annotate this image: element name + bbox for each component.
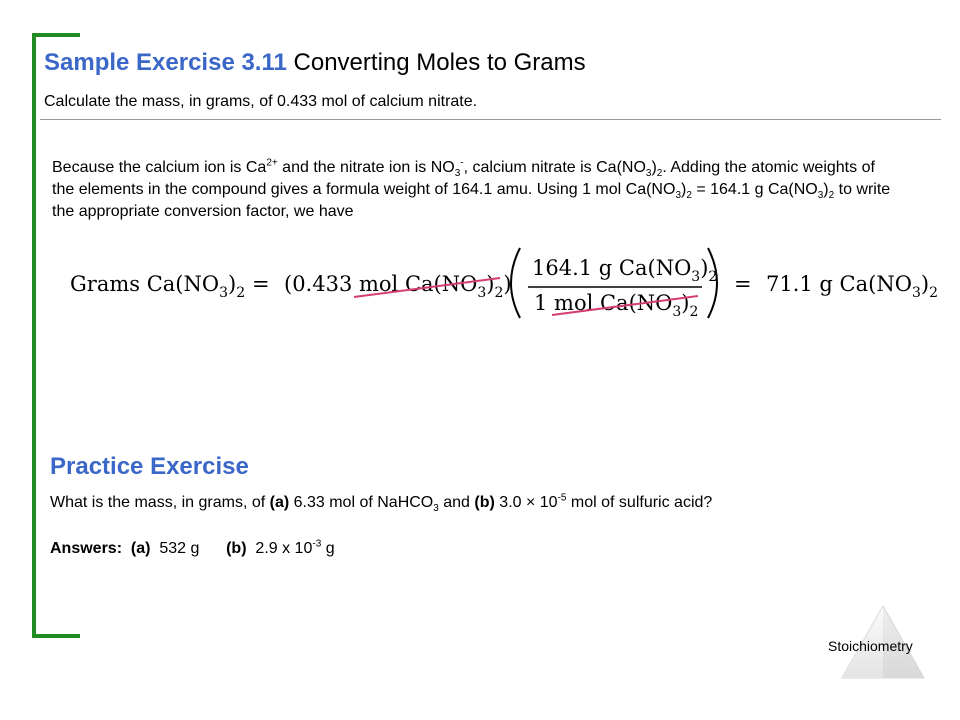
practice-title: Practice Exercise xyxy=(50,453,249,480)
footer-label: Stoichiometry xyxy=(828,638,913,654)
answer-b: 2.9 x 10 xyxy=(255,540,313,557)
answer-a: 532 g xyxy=(159,540,200,557)
problem-statement: Calculate the mass, in grams, of 0.433 mol of calcium nitrate. xyxy=(44,93,478,110)
explanation-paragraph: Because the calcium ion is $Ca^{2+}$ and the nitrate ion is $NO_3^-$, calcium nitrate is $Ca(NO_3)_2$. Adding the atomic weights of the elements in the compound gives a formula weight of 164.1 amu. Using 1 mol $Ca(NO_3)_2 = 164.1$ g $Ca(NO_3)_2$ to write the appropriate conversion factor, we have xyxy=(52,157,891,220)
equals-sign-2: = xyxy=(734,272,752,296)
equation-lhs: Grams $Ca(NO_3)_2$ xyxy=(70,272,246,301)
conversion-equation xyxy=(62,243,938,325)
factor-numerator: 164.1 g $Ca(NO_3)_2$ xyxy=(532,256,718,285)
bracket-bottom xyxy=(32,634,80,638)
equation-result: 71.1 g $Ca(NO_3)_2$ xyxy=(766,272,938,301)
bracket-left xyxy=(32,33,36,638)
left-paren xyxy=(511,248,520,318)
answers-line: Answers: (a) 532 g (b) 2.9 x $10^{-3}$ g xyxy=(50,538,335,557)
equals-sign-1: = xyxy=(252,272,270,296)
title-rest: Converting Moles to Grams xyxy=(286,49,586,76)
bracket-top xyxy=(32,33,80,37)
given-quantity: (0.433 mol $Ca(NO_3)_2$) xyxy=(284,272,512,301)
practice-question: What is the mass, in grams, of (a) 6.33 mol of NaHCO$_3$ and (b) $3.0 \times 10^{-5}$ mol of sulfuric acid? xyxy=(50,492,713,515)
title-lead: Sample Exercise 3.11 xyxy=(44,49,287,76)
answers-label: Answers: xyxy=(50,540,123,557)
slide-title xyxy=(44,49,586,77)
divider xyxy=(40,119,941,120)
factor-denominator: 1 mol $Ca(NO_3)_2$ xyxy=(534,291,699,320)
